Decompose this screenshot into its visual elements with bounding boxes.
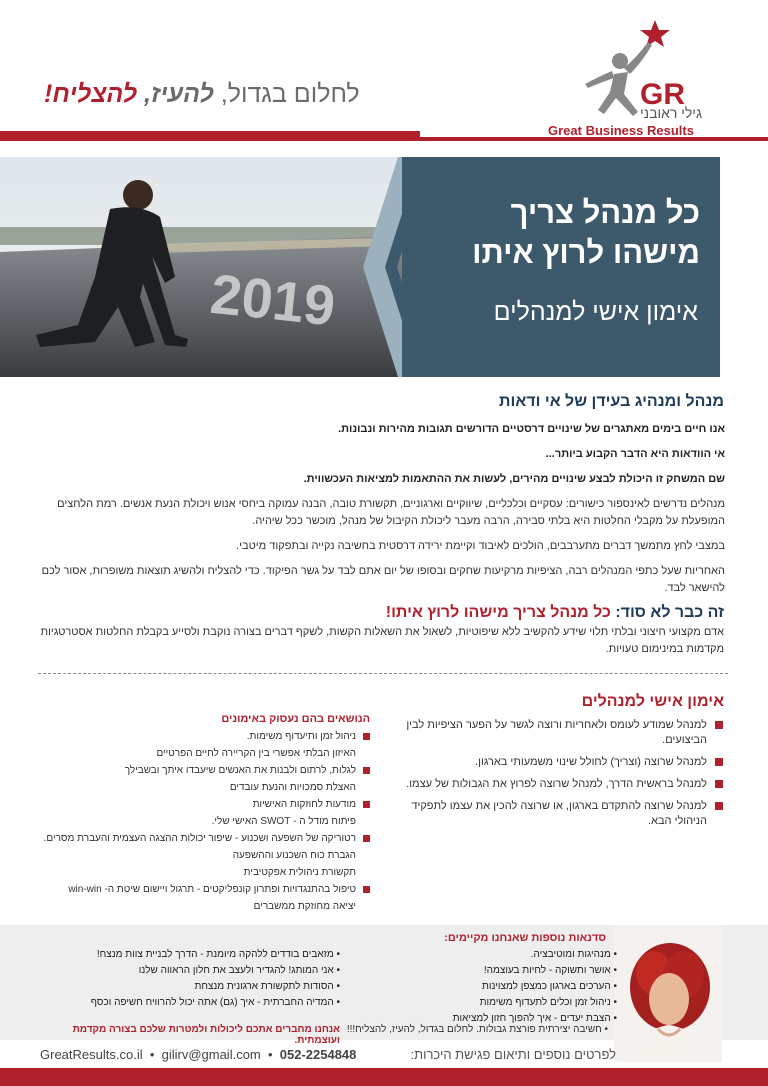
workshop-item: • מזאבים בודדים ללהקה מיומנת - הדרך לבניית צוות מנצח! (96, 949, 340, 960)
topic-item: ניהול זמן ותיעדוף משימות. (40, 728, 370, 745)
slogan-dream: לחלום בגדול, (220, 80, 360, 108)
workshop-item: • המדיה החברתית - איך (גם) אתה יכול להרוויח חשיפה וכסף (90, 997, 340, 1008)
logo-name-english: Great Business Results (548, 123, 694, 138)
workshop-item: • אני המותג! להגדיר ולעצב את חלון הראווה שלנו (138, 965, 340, 976)
phone-number[interactable]: 052-2254848 (279, 1047, 357, 1062)
slogan (44, 80, 360, 109)
workshop-item: • אושר ותשוקה - לחיות בעוצמה! (483, 965, 617, 976)
hero-title-line-2: מישהו לרוץ איתו (472, 235, 700, 270)
coaching-item: למנהל שרוצה להתקדם בארגון, או שרוצה להכין את עצמו לתפקיד הניהולי הבא. (388, 799, 723, 829)
workshop-item: • ניהול זמן וכלים לתעדוף משימות (479, 997, 617, 1008)
closing-note: אנחנו מחברים אתכם ליכולות ולמטרות שלכם בצורה מקדמת ועוצמתית. (72, 1024, 340, 1046)
workshop-item: • הערכים בארגון כמצפן למצוינות (481, 981, 617, 992)
contact-invite: לפרטים נוספים ותיאום פגישת היכרות: (410, 1047, 616, 1062)
bullet-square-icon (715, 780, 723, 788)
secret-body: אדם מקצועי חיצוני ובלתי תלוי שידע להקשיב ללא שיפוטיות, לשאול את השאלות הקשות, לשקף דברים בצורה נוקבת ולסייע בקבלת החלטות אסטרטגיות מקדמות במינימום טעויות. (40, 626, 724, 655)
bullet-square-icon (363, 835, 370, 842)
intro-line: שם המשחק זו היכולת לבצע שינויים מהירים, לעשות את ההתאמות למציאות העכשווית. (303, 473, 725, 485)
coaching-item: למנהל שרוצה (וצריך) לחולל שינוי משמעותי בארגון. (388, 755, 723, 770)
secret-title-prefix: זה כבר לא סוד: (615, 604, 724, 621)
intro-line: אי הוודאות היא הדבר הקבוע ביותר... (545, 448, 725, 460)
secret-title (386, 604, 724, 622)
workshops-title: סדנאות נוספות שאנחנו מקיימים: (444, 932, 606, 944)
contact-line: GreatResults.co.il • gilirv@gmail.com • 052-2254848 (40, 1047, 357, 1062)
coaching-item: למנהל בראשית הדרך, למנהל שרוצה לפרוץ את הגבולות של עצמו. (388, 777, 723, 792)
paragraph: מנהלים נדרשים לאינספור כישורים: עסקיים וכלכליים, שיווקיים וארגוניים, תקשורת טובה, הבנה עמוקה ביחסי אנוש ויכולת הנעת אנשים. רמת הלחצים המופעלת על מקבלי החלטות היא בלתי סבירה, הרבה מעבר ליכולת הקיבול של מנהל, מוכשר ככל שיהיה. (57, 498, 725, 527)
bullet-square-icon (363, 801, 370, 808)
topic-item: רטוריקה של השפעה ושכנוע - שיפור יכולות ההצגה העצמית והעברת מסרים. (40, 830, 370, 847)
coach-portrait (614, 925, 722, 1062)
topic-item: האצלת סמכויות והנעת עובדים (229, 782, 356, 793)
logo-mark: GR (640, 78, 685, 111)
section-uncertainty-title: מנהל ומנהיג בעידן של אי ודאות (499, 393, 724, 410)
hero-title (420, 193, 700, 273)
topic-item: הגברת כוח השכנוע וההשפעה (232, 850, 356, 861)
bullet-square-icon (363, 767, 370, 774)
workshop-item: • הצבת יעדים - איך להפוך חזון למציאות (452, 1013, 617, 1024)
workshop-item: • הסודות לתקשורת ארגונית מנצחת (194, 981, 340, 992)
slogan-win: להצליח! (44, 80, 138, 108)
workshop-item: • מנהיגות ומוטיבציה. (530, 949, 617, 960)
bullet-square-icon (363, 733, 370, 740)
coaching-title: אימון אישי למנהלים (581, 693, 724, 710)
logo-name-hebrew: גילי ראובני (640, 105, 702, 121)
hero-subtitle: אימון אישי למנהלים (493, 298, 698, 326)
topic-item: תקשורת ניהולית אפקטיבית (243, 867, 356, 878)
bullet-square-icon (363, 886, 370, 893)
topics-title: הנושאים בהם נעסוק באימונים (221, 713, 370, 725)
topic-item: מודעות לחוזקות האישיות (40, 796, 370, 813)
bullet-square-icon (715, 802, 723, 810)
slogan-dare: להעיז, (144, 80, 214, 108)
topic-item: טיפול בהתנגדויות ופתרון קונפליקטים - תרגול ויישום שיטת ה- win-win (40, 881, 370, 898)
coaching-list (388, 718, 723, 836)
website-link[interactable]: GreatResults.co.il (40, 1047, 143, 1062)
bullet-square-icon (715, 721, 723, 729)
email-link[interactable]: gilirv@gmail.com (161, 1047, 261, 1062)
secret-title-main: כל מנהל צריך מישהו לרוץ איתו! (385, 604, 611, 621)
paragraph: במצבי לחץ מתמשך דברים מתערבבים, הולכים לאיבוד וקיימת ירידה דרסטית בחשיבה נקייה ובתפקוד מיטבי. (236, 540, 725, 552)
workshop-item-last: • חשיבה יצירתית פורצת גבולות. לחלום בגדול, להעיז, להצליח!!! (346, 1024, 608, 1035)
paragraph: האחריות שעל כתפי המנהלים רבה, הציפיות מרקיעות שחקים ובסופו של יום אתם לבד על גשר הפיקוד. כדי להצליח ולהשיג תוצאות משופרות, אסור לכם להישאר לבד. (41, 565, 725, 594)
workshops-list (355, 947, 617, 1027)
topic-item: פיתוח מודל ה - SWOT האישי שלי. (211, 816, 356, 827)
hero-title-line-1: כל מנהל צריך (510, 195, 700, 230)
topics-list (40, 728, 370, 915)
section-divider (38, 673, 728, 674)
road-year: 2019 (207, 261, 339, 338)
topic-item: לגלות, לרתום ולבנות את האנשים שיעבדו איתך ובשבילך (40, 762, 370, 779)
section-uncertainty-body (40, 421, 725, 605)
coaching-item: למנהל שמודע לעומס ולאחריות ורוצה לגשר על הפער הציפיות לבין הביצועים. (388, 718, 723, 748)
footer-bar (0, 1068, 768, 1086)
intro-line: אנו חיים בימים מאתגרים של שינויים דרסטיים הדורשים תגובות מהירות ונבונות. (338, 423, 725, 435)
topic-item: יציאה מחוזקת ממשברים (253, 901, 356, 912)
topic-item: האיזון הבלתי אפשרי בין הקריירה לחיים הפרטיים (156, 748, 356, 759)
bullet-square-icon (715, 758, 723, 766)
workshops-list-left (40, 947, 340, 1011)
